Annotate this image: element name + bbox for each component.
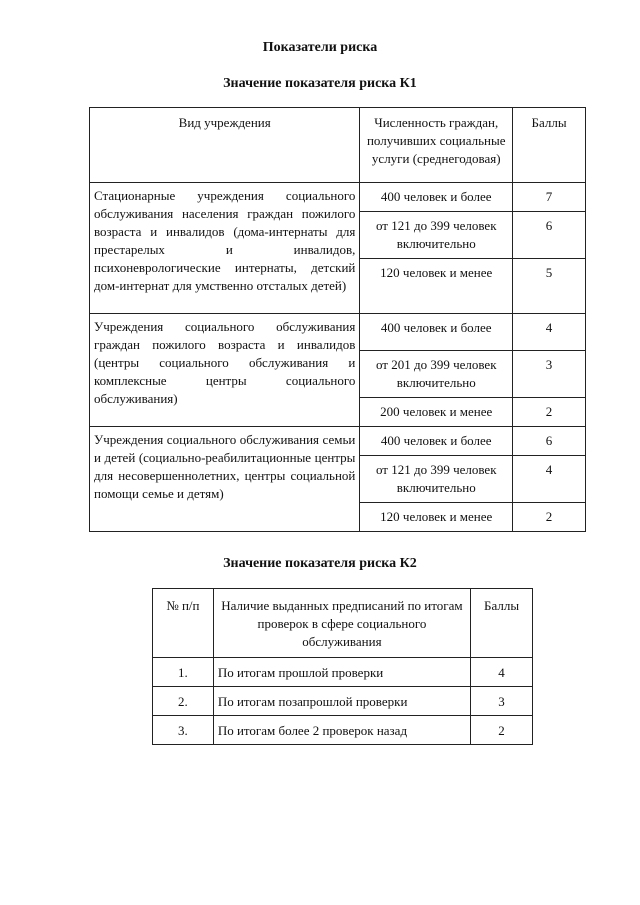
k2-num-cell: 2. — [153, 687, 214, 716]
k1-count-cell: от 201 до 399 человек включительно — [360, 351, 513, 398]
table-row — [90, 183, 586, 212]
k1-header-points: Баллы — [513, 108, 586, 183]
k1-points-cell: 6 — [513, 427, 586, 456]
k1-points-cell: 4 — [513, 456, 586, 503]
k1-points-cell: 6 — [513, 212, 586, 259]
table-row — [153, 658, 533, 687]
k1-count-cell: 400 человек и более — [360, 183, 513, 212]
table-row — [90, 427, 586, 456]
k1-points-cell: 2 — [513, 503, 586, 532]
k1-count-cell: от 121 до 399 человек включительно — [360, 212, 513, 259]
k2-points-cell: 2 — [471, 716, 533, 745]
k1-header-count: Численность граждан, получивших социальные услуги (среднегодовая) — [360, 108, 513, 183]
k1-points-cell: 3 — [513, 351, 586, 398]
k2-num-cell: 3. — [153, 716, 214, 745]
k1-type-cell: Учреждения социального обслуживания семьи и детей (социально-реабилитационные центры для несовершеннолетних, центры социальной помощи семье и детям) — [90, 427, 360, 532]
k1-header-type: Вид учреждения — [90, 108, 360, 183]
k2-desc-cell: По итогам позапрошлой проверки — [213, 687, 470, 716]
k2-desc-cell: По итогам прошлой проверки — [213, 658, 470, 687]
k2-desc-cell: По итогам более 2 проверок назад — [213, 716, 470, 745]
table-row — [153, 687, 533, 716]
k2-header-desc: Наличие выданных предписаний по итогам проверок в сфере социального обслуживания — [213, 589, 470, 658]
k1-count-cell: от 121 до 399 человек включительно — [360, 456, 513, 503]
k1-count-cell: 120 человек и менее — [360, 503, 513, 532]
k1-count-cell: 200 человек и менее — [360, 398, 513, 427]
k1-heading: Значение показателя риска К1 — [223, 76, 417, 91]
page-title: Показатели риска — [262, 40, 378, 55]
k1-table — [89, 107, 586, 532]
k1-points-cell: 2 — [513, 398, 586, 427]
k1-type-cell: Стационарные учреждения социального обслуживания населения граждан пожилого возраста и инвалидов (дома-интернаты для престарелых и инвалидов, психоневрологические интернаты, детский дом-интернат для умственно отсталых детей) — [90, 183, 360, 314]
k2-header-num: № п/п — [153, 589, 214, 658]
table-row — [153, 716, 533, 745]
k2-num-cell: 1. — [153, 658, 214, 687]
k1-count-cell: 400 человек и более — [360, 427, 513, 456]
k1-points-cell: 5 — [513, 259, 586, 314]
k2-header-points: Баллы — [471, 589, 533, 658]
k1-count-cell: 400 человек и более — [360, 314, 513, 351]
k2-heading: Значение показателя риска К2 — [223, 556, 417, 571]
k2-header-row — [153, 589, 533, 658]
k2-points-cell: 3 — [471, 687, 533, 716]
k2-table — [152, 588, 533, 745]
k1-points-cell: 7 — [513, 183, 586, 212]
table-row — [90, 314, 586, 351]
k1-points-cell: 4 — [513, 314, 586, 351]
k1-header-row — [90, 108, 586, 183]
k1-count-cell: 120 человек и менее — [360, 259, 513, 314]
k2-points-cell: 4 — [471, 658, 533, 687]
k1-type-cell: Учреждения социального обслуживания граждан пожилого возраста и инвалидов (центры социального обслуживания и комплексные центры социального обслуживания) — [90, 314, 360, 427]
